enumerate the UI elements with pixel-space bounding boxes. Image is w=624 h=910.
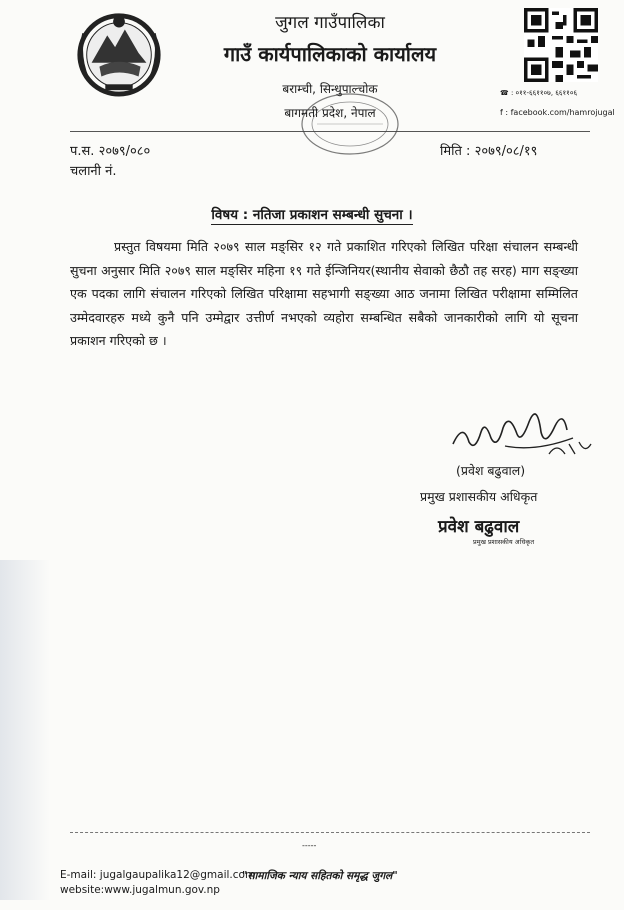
- municipality-name: जुगल गाउँपालिका: [275, 13, 385, 33]
- scan-shadow: [0, 560, 50, 900]
- address-line-2: बागमती प्रदेश, नेपाल: [284, 106, 376, 120]
- letter-date: मिति : २०७९/०८/१९: [440, 144, 538, 159]
- reference-number: प.स. २०७९/०८०: [70, 144, 151, 159]
- footer-motto: "सामाजिक न्याय सहितको समृद्ध जुगल": [242, 870, 398, 882]
- footer-divider: [70, 832, 590, 833]
- footer-website[interactable]: website:www.jugalmun.gov.np: [60, 884, 220, 896]
- signatory-title: प्रमुख प्रशासकीय अधिकृत: [420, 489, 538, 504]
- title-stamp: प्रमुख प्रशासकीय अधिकृत: [473, 538, 535, 546]
- nepal-emblem-logo: [70, 6, 168, 98]
- name-stamp: प्रवेश बढुवाल: [438, 517, 520, 537]
- facebook-link[interactable]: f : facebook.com/hamrojugal: [500, 108, 615, 117]
- footer-dash: -----: [302, 841, 317, 850]
- notice-body: प्रस्तुत विषयमा मिति २०७९ साल मङ्सिर १२ गते प्रकाशित गरिएको लिखित परिक्षा संचालन सम्बन्धी सुचना अनुसार मिति २०७९ साल मङ्सिर महिना १९ गते ईन्जिनियर(स्थानीय सेवाको छैठौ तह सरह) माग सङ्ख्या एक पदका लागि संचालन गरिएको लिखित परिक्षामा सहभागी सङ्ख्या आठ जनामा लिखित परीक्षामा सम्मिलित उम्मेदवारहरु मध्ये कुनै पनि उम्मेद्वार उत्तीर्ण नभएको व्यहोरा सम्बन्धित सबैको जानकारीको लागि यो सूचना प्रकाशन गरिएको छ ।: [70, 239, 578, 348]
- address-line-1: बराम्ची, सिन्धुपाल्चोक: [282, 82, 378, 96]
- office-seal-stamp: [295, 86, 405, 166]
- subject-line: [0, 205, 624, 223]
- footer-email[interactable]: E-mail: jugalgaupalika12@gmail.com: [60, 869, 256, 881]
- qr-code[interactable]: [524, 8, 598, 82]
- handwritten-signature: [445, 392, 595, 462]
- subject-text: विषय : नतिजा प्रकाशन सम्बन्धी सुचना ।: [211, 207, 413, 223]
- signatory-name: (प्रवेश बढुवाल): [456, 463, 526, 478]
- dispatch-number: चलानी नं.: [70, 164, 117, 179]
- phone-number: ☎ : ०११-६६११०७, ६६११०६: [500, 89, 578, 97]
- office-name: गाउँ कार्यपालिकाको कार्यालय: [223, 42, 437, 66]
